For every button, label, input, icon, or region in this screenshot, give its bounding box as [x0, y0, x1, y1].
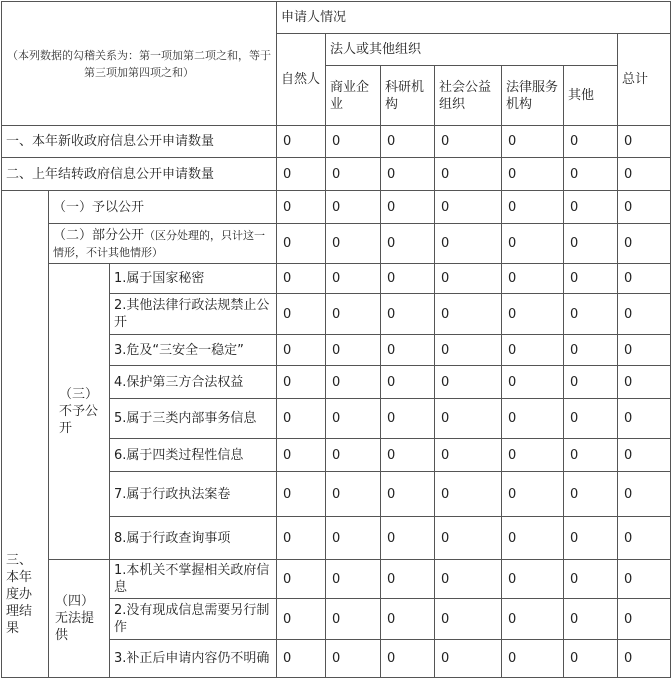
- cell-legal-service: 0: [502, 366, 564, 399]
- cell-other: 0: [564, 264, 618, 294]
- cell-research: 0: [381, 126, 435, 158]
- cell-total: 0: [618, 264, 671, 294]
- header-total: 总计: [618, 34, 671, 126]
- row-label: [49, 224, 277, 264]
- cell-total: 0: [618, 335, 671, 366]
- cell-business: 0: [326, 335, 381, 366]
- row-label: （一）予以公开: [49, 191, 277, 224]
- cell-total: 0: [618, 158, 671, 191]
- cell-natural: 0: [277, 126, 326, 158]
- row-label: 7.属于行政执法案卷: [110, 472, 277, 517]
- cell-natural: 0: [277, 264, 326, 294]
- cell-total: 0: [618, 126, 671, 158]
- row-label: 2.没有现成信息需要另行制作: [110, 599, 277, 640]
- cell-total: 0: [618, 472, 671, 517]
- table-row: [2, 264, 671, 294]
- cell-natural: 0: [277, 599, 326, 640]
- cell-legal-service: 0: [502, 126, 564, 158]
- cell-public-welfare: 0: [435, 191, 502, 224]
- header-other: 其他: [564, 66, 618, 126]
- cell-business: 0: [326, 640, 381, 678]
- cell-total: 0: [618, 517, 671, 560]
- cell-business: 0: [326, 366, 381, 399]
- header-legal-group: 法人或其他组织: [326, 34, 618, 66]
- cell-other: 0: [564, 335, 618, 366]
- cell-public-welfare: 0: [435, 158, 502, 191]
- cell-legal-service: 0: [502, 191, 564, 224]
- cell-other: 0: [564, 366, 618, 399]
- cell-business: 0: [326, 191, 381, 224]
- cell-natural: 0: [277, 640, 326, 678]
- cell-legal-service: 0: [502, 335, 564, 366]
- cell-natural: 0: [277, 472, 326, 517]
- cell-legal-service: 0: [502, 560, 564, 599]
- row-label-main: （二）部分公开: [53, 227, 145, 243]
- cell-business: 0: [326, 472, 381, 517]
- header-public-welfare: 社会公益组织: [435, 66, 502, 126]
- table-row: [2, 224, 671, 264]
- cell-other: 0: [564, 399, 618, 439]
- cell-legal-service: 0: [502, 399, 564, 439]
- row-label: 1.本机关不掌握相关政府信息: [110, 560, 277, 599]
- cell-research: 0: [381, 335, 435, 366]
- group-four-label: （四）无法提供: [49, 560, 110, 678]
- cell-other: 0: [564, 191, 618, 224]
- cell-total: 0: [618, 560, 671, 599]
- cell-legal-service: 0: [502, 264, 564, 294]
- header-research: 科研机构: [381, 66, 435, 126]
- header-business: 商业企业: [326, 66, 381, 126]
- table-note: （本列数据的勾稽关系为：第一项加第二项之和，等于第三项加第四项之和）: [2, 2, 277, 126]
- row-label: 二、上年结转政府信息公开申请数量: [2, 158, 277, 191]
- row-label: 3.补正后申请内容仍不明确: [110, 640, 277, 678]
- table-row: [2, 158, 671, 191]
- group-three-label: （三）不予公开: [49, 264, 110, 560]
- cell-natural: 0: [277, 294, 326, 335]
- row-label: 4.保护第三方合法权益: [110, 366, 277, 399]
- cell-research: 0: [381, 224, 435, 264]
- cell-legal-service: 0: [502, 158, 564, 191]
- cell-business: 0: [326, 294, 381, 335]
- table-row: [2, 560, 671, 599]
- cell-natural: 0: [277, 335, 326, 366]
- cell-research: 0: [381, 158, 435, 191]
- cell-total: 0: [618, 399, 671, 439]
- cell-research: 0: [381, 264, 435, 294]
- cell-public-welfare: 0: [435, 640, 502, 678]
- row-label: 8.属于行政查询事项: [110, 517, 277, 560]
- cell-natural: 0: [277, 560, 326, 599]
- cell-business: 0: [326, 224, 381, 264]
- cell-other: 0: [564, 517, 618, 560]
- row-label: 5.属于三类内部事务信息: [110, 399, 277, 439]
- cell-natural: 0: [277, 517, 326, 560]
- cell-research: 0: [381, 294, 435, 335]
- cell-other: 0: [564, 560, 618, 599]
- row-label: 6.属于四类过程性信息: [110, 439, 277, 472]
- cell-public-welfare: 0: [435, 335, 502, 366]
- cell-public-welfare: 0: [435, 399, 502, 439]
- cell-public-welfare: 0: [435, 264, 502, 294]
- cell-legal-service: 0: [502, 294, 564, 335]
- cell-public-welfare: 0: [435, 366, 502, 399]
- cell-natural: 0: [277, 439, 326, 472]
- cell-research: 0: [381, 439, 435, 472]
- cell-total: 0: [618, 640, 671, 678]
- cell-legal-service: 0: [502, 517, 564, 560]
- cell-legal-service: 0: [502, 439, 564, 472]
- cell-other: 0: [564, 294, 618, 335]
- row-label: 3.危及“三安全一稳定”: [110, 335, 277, 366]
- row-label: 1.属于国家秘密: [110, 264, 277, 294]
- table-row: [2, 126, 671, 158]
- cell-business: 0: [326, 399, 381, 439]
- cell-research: 0: [381, 191, 435, 224]
- cell-natural: 0: [277, 158, 326, 191]
- table-row: [2, 191, 671, 224]
- cell-natural: 0: [277, 191, 326, 224]
- header-applicant-situation: 申请人情况: [277, 2, 671, 34]
- cell-public-welfare: 0: [435, 126, 502, 158]
- cell-other: 0: [564, 224, 618, 264]
- cell-total: 0: [618, 294, 671, 335]
- cell-research: 0: [381, 399, 435, 439]
- cell-other: 0: [564, 439, 618, 472]
- cell-research: 0: [381, 560, 435, 599]
- cell-other: 0: [564, 599, 618, 640]
- cell-research: 0: [381, 640, 435, 678]
- cell-legal-service: 0: [502, 224, 564, 264]
- cell-public-welfare: 0: [435, 560, 502, 599]
- cell-business: 0: [326, 599, 381, 640]
- cell-public-welfare: 0: [435, 472, 502, 517]
- cell-total: 0: [618, 439, 671, 472]
- cell-total: 0: [618, 366, 671, 399]
- cell-business: 0: [326, 264, 381, 294]
- cell-research: 0: [381, 472, 435, 517]
- row-label-note: （区分处理的，只计这一情形，不计其他情形）: [53, 228, 266, 259]
- cell-research: 0: [381, 517, 435, 560]
- cell-other: 0: [564, 472, 618, 517]
- row-label: 2.其他法律行政法规禁止公开: [110, 294, 277, 335]
- cell-legal-service: 0: [502, 599, 564, 640]
- cell-natural: 0: [277, 366, 326, 399]
- cell-other: 0: [564, 640, 618, 678]
- cell-other: 0: [564, 158, 618, 191]
- cell-public-welfare: 0: [435, 517, 502, 560]
- cell-business: 0: [326, 158, 381, 191]
- cell-research: 0: [381, 366, 435, 399]
- cell-public-welfare: 0: [435, 294, 502, 335]
- cell-legal-service: 0: [502, 472, 564, 517]
- cell-public-welfare: 0: [435, 224, 502, 264]
- section-three-label: 三、本年度办理结果: [2, 191, 49, 678]
- cell-natural: 0: [277, 224, 326, 264]
- cell-total: 0: [618, 224, 671, 264]
- cell-legal-service: 0: [502, 640, 564, 678]
- cell-natural: 0: [277, 399, 326, 439]
- cell-other: 0: [564, 126, 618, 158]
- cell-business: 0: [326, 439, 381, 472]
- row-label: 一、本年新收政府信息公开申请数量: [2, 126, 277, 158]
- header-legal-service: 法律服务机构: [502, 66, 564, 126]
- cell-business: 0: [326, 560, 381, 599]
- cell-research: 0: [381, 599, 435, 640]
- cell-total: 0: [618, 599, 671, 640]
- disclosure-table: [1, 1, 671, 678]
- cell-total: 0: [618, 191, 671, 224]
- cell-business: 0: [326, 517, 381, 560]
- cell-public-welfare: 0: [435, 599, 502, 640]
- cell-public-welfare: 0: [435, 439, 502, 472]
- header-natural-person: 自然人: [277, 34, 326, 126]
- cell-business: 0: [326, 126, 381, 158]
